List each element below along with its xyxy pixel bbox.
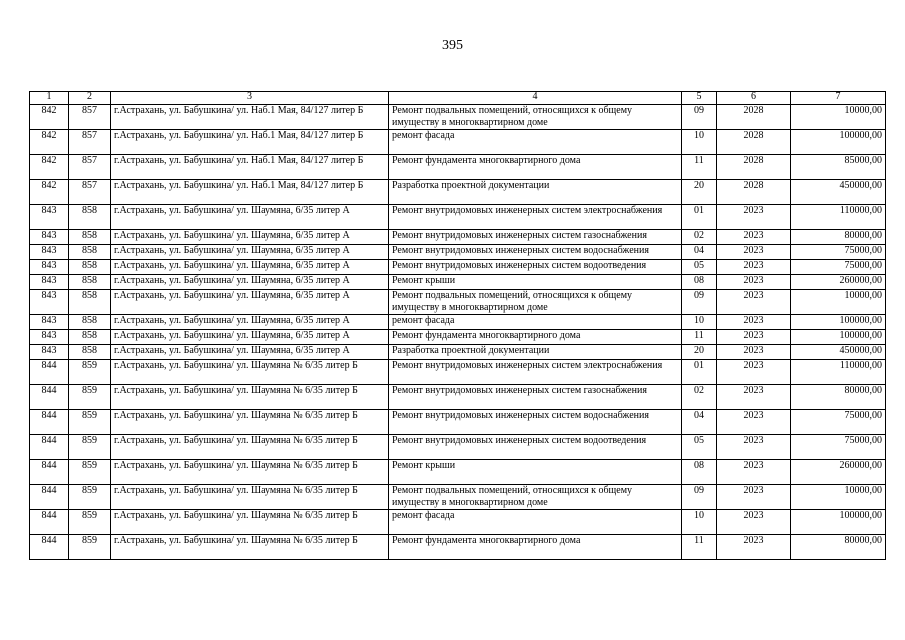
object-number-cell: 859 xyxy=(69,535,111,560)
address-cell: г.Астрахань, ул. Бабушкина/ ул. Шаумяна № 6/35 литер Б xyxy=(111,460,389,485)
table-row xyxy=(30,485,886,510)
table-row xyxy=(30,130,886,155)
object-number-cell: 859 xyxy=(69,435,111,460)
row-index-cell: 842 xyxy=(30,155,69,180)
object-number-cell: 859 xyxy=(69,510,111,535)
address-cell: г.Астрахань, ул. Бабушкина/ ул. Наб.1 Мая, 84/127 литер Б xyxy=(111,105,389,130)
row-index-cell: 843 xyxy=(30,260,69,275)
row-index-cell: 844 xyxy=(30,485,69,510)
year-cell: 2023 xyxy=(717,260,791,275)
row-index-cell: 844 xyxy=(30,435,69,460)
table-row xyxy=(30,205,886,230)
row-index-cell: 844 xyxy=(30,410,69,435)
table-row xyxy=(30,180,886,205)
address-cell: г.Астрахань, ул. Бабушкина/ ул. Шаумяна № 6/35 литер Б xyxy=(111,385,389,410)
work-code-cell: 05 xyxy=(682,260,717,275)
work-code-cell: 08 xyxy=(682,275,717,290)
year-cell: 2023 xyxy=(717,205,791,230)
cost-cell: 75000,00 xyxy=(791,435,886,460)
row-index-cell: 843 xyxy=(30,245,69,260)
work-code-cell: 10 xyxy=(682,510,717,535)
header-cell: 2 xyxy=(69,92,111,105)
cost-cell: 75000,00 xyxy=(791,260,886,275)
table-row xyxy=(30,345,886,360)
year-cell: 2023 xyxy=(717,290,791,315)
address-cell: г.Астрахань, ул. Бабушкина/ ул. Наб.1 Мая, 84/127 литер Б xyxy=(111,180,389,205)
address-cell: г.Астрахань, ул. Бабушкина/ ул. Шаумяна, 6/35 литер А xyxy=(111,205,389,230)
row-index-cell: 844 xyxy=(30,360,69,385)
row-index-cell: 843 xyxy=(30,230,69,245)
header-cell: 7 xyxy=(791,92,886,105)
cost-cell: 100000,00 xyxy=(791,130,886,155)
work-code-cell: 09 xyxy=(682,105,717,130)
row-index-cell: 842 xyxy=(30,105,69,130)
work-type-cell: Разработка проектной документации xyxy=(389,345,682,360)
object-number-cell: 859 xyxy=(69,385,111,410)
address-cell: г.Астрахань, ул. Бабушкина/ ул. Шаумяна № 6/35 литер Б xyxy=(111,535,389,560)
work-type-cell: Ремонт подвальных помещений, относящихся к общему имуществу в многоквартирном доме xyxy=(389,485,682,510)
address-cell: г.Астрахань, ул. Бабушкина/ ул. Наб.1 Мая, 84/127 литер Б xyxy=(111,155,389,180)
object-number-cell: 858 xyxy=(69,205,111,230)
year-cell: 2028 xyxy=(717,155,791,180)
object-number-cell: 858 xyxy=(69,315,111,330)
table-row xyxy=(30,105,886,130)
cost-cell: 85000,00 xyxy=(791,155,886,180)
table-row xyxy=(30,245,886,260)
object-number-cell: 857 xyxy=(69,155,111,180)
object-number-cell: 858 xyxy=(69,330,111,345)
work-type-cell: Ремонт внутридомовых инженерных систем водоснабжения xyxy=(389,410,682,435)
cost-cell: 80000,00 xyxy=(791,535,886,560)
work-code-cell: 08 xyxy=(682,460,717,485)
work-type-cell: Ремонт крыши xyxy=(389,275,682,290)
year-cell: 2023 xyxy=(717,245,791,260)
table-row xyxy=(30,410,886,435)
work-code-cell: 04 xyxy=(682,410,717,435)
cost-cell: 75000,00 xyxy=(791,410,886,435)
table-row xyxy=(30,330,886,345)
work-type-cell: Ремонт внутридомовых инженерных систем водоснабжения xyxy=(389,245,682,260)
work-type-cell: Разработка проектной документации xyxy=(389,180,682,205)
work-type-cell: Ремонт подвальных помещений, относящихся к общему имуществу в многоквартирном доме xyxy=(389,290,682,315)
table-row xyxy=(30,435,886,460)
work-type-cell: Ремонт внутридомовых инженерных систем газоснабжения xyxy=(389,385,682,410)
year-cell: 2023 xyxy=(717,230,791,245)
cost-cell: 100000,00 xyxy=(791,315,886,330)
work-code-cell: 10 xyxy=(682,130,717,155)
work-type-cell: ремонт фасада xyxy=(389,315,682,330)
object-number-cell: 858 xyxy=(69,345,111,360)
row-index-cell: 843 xyxy=(30,330,69,345)
address-cell: г.Астрахань, ул. Бабушкина/ ул. Шаумяна, 6/35 литер А xyxy=(111,275,389,290)
header-cell: 3 xyxy=(111,92,389,105)
table-row xyxy=(30,230,886,245)
year-cell: 2028 xyxy=(717,130,791,155)
register-table xyxy=(29,91,886,560)
work-type-cell: Ремонт внутридомовых инженерных систем водоотведения xyxy=(389,260,682,275)
cost-cell: 110000,00 xyxy=(791,360,886,385)
address-cell: г.Астрахань, ул. Бабушкина/ ул. Шаумяна, 6/35 литер А xyxy=(111,260,389,275)
cost-cell: 80000,00 xyxy=(791,385,886,410)
page-number: 395 xyxy=(442,38,463,53)
table-row xyxy=(30,260,886,275)
address-cell: г.Астрахань, ул. Бабушкина/ ул. Шаумяна № 6/35 литер Б xyxy=(111,510,389,535)
year-cell: 2028 xyxy=(717,180,791,205)
cost-cell: 110000,00 xyxy=(791,205,886,230)
work-code-cell: 04 xyxy=(682,245,717,260)
address-cell: г.Астрахань, ул. Бабушкина/ ул. Шаумяна, 6/35 литер А xyxy=(111,345,389,360)
row-index-cell: 843 xyxy=(30,345,69,360)
work-type-cell: Ремонт крыши xyxy=(389,460,682,485)
cost-cell: 75000,00 xyxy=(791,245,886,260)
work-code-cell: 02 xyxy=(682,230,717,245)
address-cell: г.Астрахань, ул. Бабушкина/ ул. Шаумяна, 6/35 литер А xyxy=(111,230,389,245)
work-code-cell: 11 xyxy=(682,155,717,180)
row-index-cell: 843 xyxy=(30,290,69,315)
year-cell: 2023 xyxy=(717,485,791,510)
row-index-cell: 844 xyxy=(30,385,69,410)
year-cell: 2023 xyxy=(717,385,791,410)
address-cell: г.Астрахань, ул. Бабушкина/ ул. Шаумяна, 6/35 литер А xyxy=(111,245,389,260)
address-cell: г.Астрахань, ул. Бабушкина/ ул. Наб.1 Мая, 84/127 литер Б xyxy=(111,130,389,155)
cost-cell: 450000,00 xyxy=(791,345,886,360)
header-cell: 1 xyxy=(30,92,69,105)
year-cell: 2028 xyxy=(717,105,791,130)
work-type-cell: Ремонт внутридомовых инженерных систем газоснабжения xyxy=(389,230,682,245)
object-number-cell: 858 xyxy=(69,260,111,275)
object-number-cell: 858 xyxy=(69,230,111,245)
cost-cell: 80000,00 xyxy=(791,230,886,245)
cost-cell: 10000,00 xyxy=(791,290,886,315)
row-index-cell: 842 xyxy=(30,130,69,155)
work-code-cell: 20 xyxy=(682,345,717,360)
object-number-cell: 859 xyxy=(69,360,111,385)
address-cell: г.Астрахань, ул. Бабушкина/ ул. Шаумяна № 6/35 литер Б xyxy=(111,485,389,510)
table-row xyxy=(30,290,886,315)
header-cell: 6 xyxy=(717,92,791,105)
work-type-cell: Ремонт фундамента многоквартирного дома xyxy=(389,330,682,345)
work-code-cell: 10 xyxy=(682,315,717,330)
table-row xyxy=(30,385,886,410)
cost-cell: 450000,00 xyxy=(791,180,886,205)
object-number-cell: 858 xyxy=(69,275,111,290)
object-number-cell: 858 xyxy=(69,245,111,260)
table-row xyxy=(30,460,886,485)
work-type-cell: Ремонт внутридомовых инженерных систем электроснабжения xyxy=(389,360,682,385)
work-code-cell: 20 xyxy=(682,180,717,205)
work-code-cell: 11 xyxy=(682,330,717,345)
table-row xyxy=(30,535,886,560)
object-number-cell: 859 xyxy=(69,410,111,435)
table-row xyxy=(30,510,886,535)
object-number-cell: 857 xyxy=(69,130,111,155)
header-cell: 4 xyxy=(389,92,682,105)
year-cell: 2023 xyxy=(717,330,791,345)
row-index-cell: 843 xyxy=(30,315,69,330)
object-number-cell: 859 xyxy=(69,485,111,510)
year-cell: 2023 xyxy=(717,510,791,535)
address-cell: г.Астрахань, ул. Бабушкина/ ул. Шаумяна № 6/35 литер Б xyxy=(111,435,389,460)
year-cell: 2023 xyxy=(717,535,791,560)
object-number-cell: 857 xyxy=(69,105,111,130)
work-code-cell: 09 xyxy=(682,290,717,315)
address-cell: г.Астрахань, ул. Бабушкина/ ул. Шаумяна, 6/35 литер А xyxy=(111,330,389,345)
cost-cell: 10000,00 xyxy=(791,485,886,510)
work-code-cell: 02 xyxy=(682,385,717,410)
work-code-cell: 09 xyxy=(682,485,717,510)
work-type-cell: Ремонт подвальных помещений, относящихся к общему имуществу в многоквартирном доме xyxy=(389,105,682,130)
work-type-cell: ремонт фасада xyxy=(389,130,682,155)
row-index-cell: 844 xyxy=(30,510,69,535)
cost-cell: 100000,00 xyxy=(791,330,886,345)
year-cell: 2023 xyxy=(717,275,791,290)
work-code-cell: 01 xyxy=(682,205,717,230)
header-cell: 5 xyxy=(682,92,717,105)
cost-cell: 260000,00 xyxy=(791,460,886,485)
work-type-cell: Ремонт внутридомовых инженерных систем водоотведения xyxy=(389,435,682,460)
table-row xyxy=(30,275,886,290)
address-cell: г.Астрахань, ул. Бабушкина/ ул. Шаумяна № 6/35 литер Б xyxy=(111,360,389,385)
row-index-cell: 842 xyxy=(30,180,69,205)
cost-cell: 100000,00 xyxy=(791,510,886,535)
work-code-cell: 11 xyxy=(682,535,717,560)
year-cell: 2023 xyxy=(717,345,791,360)
row-index-cell: 843 xyxy=(30,205,69,230)
work-code-cell: 01 xyxy=(682,360,717,385)
row-index-cell: 844 xyxy=(30,460,69,485)
year-cell: 2023 xyxy=(717,360,791,385)
address-cell: г.Астрахань, ул. Бабушкина/ ул. Шаумяна № 6/35 литер Б xyxy=(111,410,389,435)
row-index-cell: 843 xyxy=(30,275,69,290)
year-cell: 2023 xyxy=(717,410,791,435)
work-type-cell: Ремонт фундамента многоквартирного дома xyxy=(389,535,682,560)
address-cell: г.Астрахань, ул. Бабушкина/ ул. Шаумяна, 6/35 литер А xyxy=(111,290,389,315)
table-row xyxy=(30,155,886,180)
table-row xyxy=(30,315,886,330)
object-number-cell: 859 xyxy=(69,460,111,485)
cost-cell: 10000,00 xyxy=(791,105,886,130)
work-type-cell: Ремонт фундамента многоквартирного дома xyxy=(389,155,682,180)
object-number-cell: 857 xyxy=(69,180,111,205)
year-cell: 2023 xyxy=(717,460,791,485)
year-cell: 2023 xyxy=(717,435,791,460)
row-index-cell: 844 xyxy=(30,535,69,560)
object-number-cell: 858 xyxy=(69,290,111,315)
work-type-cell: ремонт фасада xyxy=(389,510,682,535)
year-cell: 2023 xyxy=(717,315,791,330)
address-cell: г.Астрахань, ул. Бабушкина/ ул. Шаумяна, 6/35 литер А xyxy=(111,315,389,330)
header-row xyxy=(30,92,886,105)
table-row xyxy=(30,360,886,385)
cost-cell: 260000,00 xyxy=(791,275,886,290)
work-code-cell: 05 xyxy=(682,435,717,460)
work-type-cell: Ремонт внутридомовых инженерных систем электроснабжения xyxy=(389,205,682,230)
